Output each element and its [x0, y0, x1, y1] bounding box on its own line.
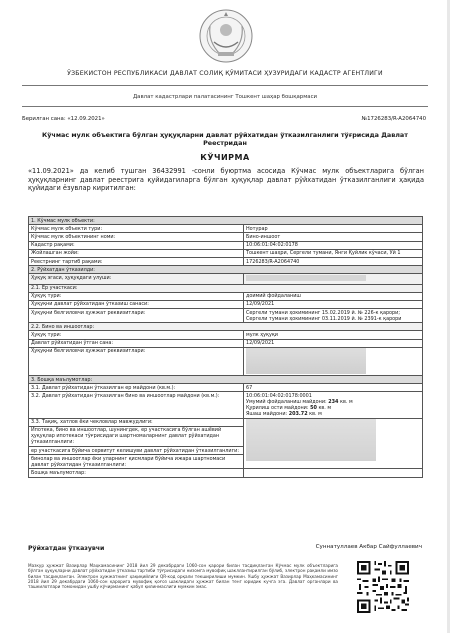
table-row	[29, 225, 423, 233]
header-divider-2	[22, 106, 428, 107]
registrar-label: Рўйхатдан ўтказувчи	[28, 545, 105, 552]
row-value: 1726283/R-A2064740	[244, 257, 423, 265]
section-heading: 2. Рўйхатдан ўтказилди:	[29, 266, 423, 274]
living-area: Яшаш майдони: 203.72 кв. м	[246, 410, 322, 417]
row-value: 12/09/2021	[244, 300, 423, 308]
row-label: Ҳуқуқни белгиловчи ҳужжат реквизитлари:	[29, 309, 244, 323]
section-row	[29, 266, 423, 274]
table-row	[29, 469, 423, 477]
row-value: 10:06:01:04:02:0178	[244, 241, 423, 249]
table-row	[29, 418, 423, 426]
row-label: Ҳуқуқ тури:	[29, 331, 244, 339]
row-value: доимий фойдаланиш	[244, 292, 423, 300]
row-label: бинолар ва иншоотлар ёки уларнинг қисмлари бўйича ижара шартномаси давлат рўйхатидан ўтказилганлиги:	[29, 455, 244, 469]
section-heading: 1. Кўчмас мулк объекти:	[29, 217, 423, 225]
building-cadastre-number: 10:06:01:04:02:0178:0001	[246, 392, 312, 399]
row-value: 67	[244, 384, 423, 392]
department-name: Давлат кадастрлари палатасининг Тошкент шаҳар бошқармаси	[132, 94, 318, 100]
decree-2: Сергели тумани ҳокимининг 03.11.2019 й. № 2391-к қарори	[246, 315, 402, 322]
legal-footer: Мазкур ҳужжат Вазирлар Маҳкамасининг 2018 йил 29 декабрдаги 1060-сон қарори билан тасдиқланган Кўчмас мулк объектларига бўлган ҳуқуқларни давлат рўйхатидан ўтказиш тартиби тўғрисидаги низомга мувофиқ шакллантирилган бўлиб, электрон рақамли имзо билан тасдиқланган. Электрон ҳужжатнинг ҳақиқийлиги QR-код орқали текширилиши мумкин. Ушбу ҳужжат Вазирлар Маҳкамасининг 2018 йил 29 декабрдаги 1060-сон қарорига мувофиқ қоғоз шаклидаги ҳужжат билан тенг юридик кучга эга. Давлат органлари ва ташкилотлари томонидан ушбу кўчирманинг қабул қилинмаслиги мумкин эмас.	[28, 563, 338, 590]
registry-table	[28, 216, 423, 478]
row-label: Жойлашган жойи:	[29, 249, 244, 257]
table-row	[29, 257, 423, 265]
section-row	[29, 217, 423, 225]
row-label: Кўчмас мулк объекти тури:	[29, 225, 244, 233]
agency-name: ЎЗБЕКИСТОН РЕСПУБЛИКАСИ ДАВЛАТ СОЛИҚ ҚЎМИТАСИ ҲУЗУРИДАГИ КАДАСТР АГЕНТЛИГИ	[67, 70, 383, 77]
row-label: 3.2. Давлат рўйхатидан ўтказилган бино ва иншоотлар майдони (кв.м.):	[29, 392, 244, 418]
row-value: Бино-иншоот	[244, 233, 423, 241]
row-value	[244, 309, 423, 323]
row-label: Кадастр рақами:	[29, 241, 244, 249]
row-label: Ҳуқуқни давлат рўйхатидан ўтказиш санаси:	[29, 300, 244, 308]
table-row	[29, 347, 423, 375]
intro-paragraph: «11.09.2021» да келиб тушган 36432991 -сонли буюртма асосида Кўчмас мулк объектларига бўлган ҳуқуқларнинг давлат реестрига қуйидагиларга бўлган ҳуқуқлар давлат рўйхатидан ўтказилганлиги ҳақида қуйидаги ёзувлар киритилган:	[28, 167, 424, 193]
row-value	[244, 392, 423, 418]
redacted-value	[244, 418, 423, 469]
issue-date: Берилган сана: «12.09.2021»	[22, 116, 105, 122]
row-value: Нотурар	[244, 225, 423, 233]
table-row	[29, 241, 423, 249]
table-row	[29, 300, 423, 308]
redacted-value	[244, 347, 423, 375]
table-row	[29, 384, 423, 392]
row-label: Давлат рўйхатидан ўтган сана:	[29, 339, 244, 347]
table-row	[29, 274, 423, 284]
table-row	[29, 309, 423, 323]
header-divider	[22, 85, 428, 86]
section-row	[29, 284, 423, 292]
row-label: Ҳуқуқ эгаси, ҳуқуқдаги улуши:	[29, 274, 244, 284]
row-value: Тошкент шаҳри, Сергели тумани, Янги Қуйлик кўчаси, Уй 1	[244, 249, 423, 257]
decree-1: Сергели тумани ҳокимининг 15.02.2019 й. № 226-к қарори;	[246, 309, 400, 316]
table-row	[29, 339, 423, 347]
redacted-value	[244, 274, 423, 284]
row-label: 3.3. Тақиқ, хатлов ёки чекловлар мавжудлиги:	[29, 418, 244, 426]
row-label: Бошқа маълумотлар:	[29, 469, 244, 477]
row-label: Реестрнинг тартиб рақами:	[29, 257, 244, 265]
row-value	[244, 469, 423, 477]
table-row	[29, 292, 423, 300]
table-row	[29, 233, 423, 241]
row-label: ер участкасига бўйича сервитут келишуви давлат рўйхатидан ўтказилганлиги:	[29, 446, 244, 454]
row-value: 12/09/2021	[244, 339, 423, 347]
row-label: 3.1. Давлат рўйхатидан ўтказилган ер майдони (кв.м.):	[29, 384, 244, 392]
document-heading: КЎЧИРМА	[200, 153, 250, 162]
section-row	[29, 376, 423, 384]
document-number: №1726283/R-A2064740	[361, 116, 426, 122]
document-title: Кўчмас мулк объектига бўлган ҳуқуқларни давлат рўйхатидан ўтказилганлиги тўғрисида Давлат Реестридан	[42, 131, 408, 147]
section-heading: 3. Бошқа маълумотлар:	[29, 376, 423, 384]
row-label: Кўчмас мулк объектининг номи:	[29, 233, 244, 241]
footprint-area: Қурилиш ости майдони: 50 кв. м	[246, 404, 332, 411]
section-row	[29, 323, 423, 331]
state-emblem-icon	[198, 8, 254, 64]
table-row	[29, 249, 423, 257]
table-row	[29, 331, 423, 339]
row-value: мулк ҳуқуқи	[244, 331, 423, 339]
total-area: Умумий фойдаланиш майдони: 234 кв. м	[246, 398, 353, 405]
row-label: Ипотека, бино ва иншоотлар, шунингдек, ер участкасига бўлган ашёвий ҳуқуқлар ипотекаси тўғрисидаги шартномаларнинг давлат рўйхатидан ўтказилганлиги:	[29, 426, 244, 446]
registrar-name: Суннатуллаев Акбар Сайфуллаевич	[315, 544, 422, 550]
table-row	[29, 392, 423, 418]
subsection-heading: 2.1. Ер участкаси:	[29, 284, 423, 292]
row-label: Ҳуқуқни белгиловчи ҳужжат реквизитлари:	[29, 347, 244, 375]
qr-code-icon[interactable]	[355, 559, 411, 615]
row-label: Ҳуқуқ тури:	[29, 292, 244, 300]
subsection-heading: 2.2. Бино ва иншоотлар:	[29, 323, 423, 331]
